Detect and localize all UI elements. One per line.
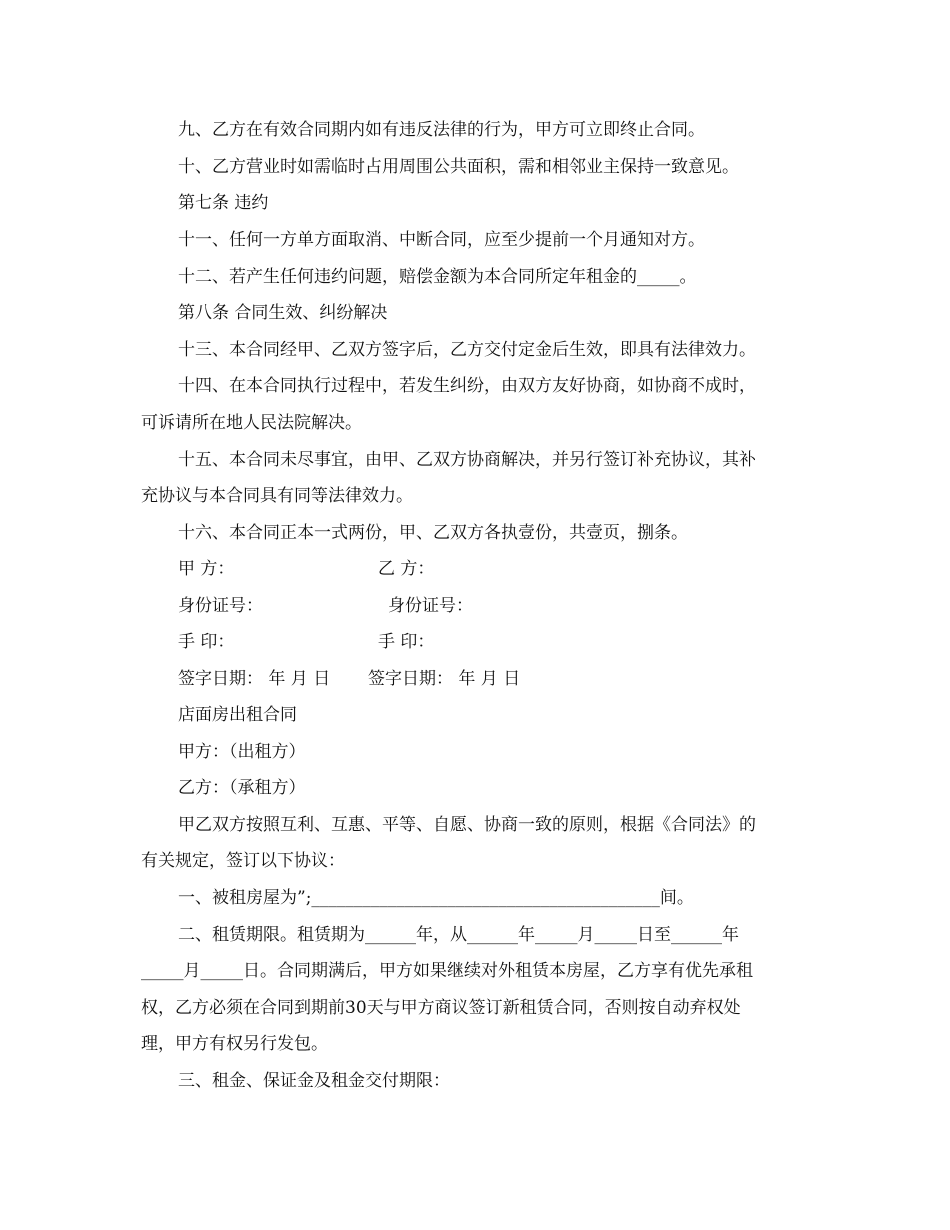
id-a-label: 身份证号： xyxy=(178,596,263,616)
seal-b-label: 手 印： xyxy=(378,632,435,652)
preamble-line-2: 有关规定，签订以下协议： xyxy=(141,851,345,871)
preamble-line-1: 甲乙双方按照互利、互惠、平等、自愿、协商一致的原则，根据《合同法》的 xyxy=(178,815,756,835)
id-b-label: 身份证号： xyxy=(388,596,473,616)
clause-2-line-4: 理，甲方有权另行发包。 xyxy=(141,1034,328,1054)
clause-3-heading: 三、租金、保证金及租金交付期限： xyxy=(178,1071,450,1091)
clause-2-line-3: 权，乙方必须在合同到期前30天与甲方商议签订新租赁合同，否则按自动弃权处 xyxy=(141,998,741,1018)
clause-9: 九、乙方在有效合同期内如有违反法律的行为，甲方可立即终止合同。 xyxy=(178,120,705,140)
article-8-heading: 第八条 合同生效、纠纷解决 xyxy=(178,303,388,323)
clause-2-line-2: _____月_____日。合同期满后，甲方如果继续对外租赁本房屋，乙方享有优先承租 xyxy=(141,961,753,981)
clause-1: 一、被租房屋为”;_________________________________________间。 xyxy=(178,888,694,908)
party-b-label: 乙 方： xyxy=(378,559,435,579)
contract-title: 店面房出租合同 xyxy=(178,705,297,725)
clause-15-line-2: 充协议与本合同具有同等法律效力。 xyxy=(141,486,413,506)
article-7-heading: 第七条 违约 xyxy=(178,193,269,213)
date-b-label: 签字日期： 年 月 日 xyxy=(368,669,521,689)
clause-13: 十三、本合同经甲、乙双方签字后，乙方交付定金后生效，即具有法律效力。 xyxy=(178,340,756,360)
date-a-label: 签字日期： 年 月 日 xyxy=(178,669,331,689)
party-a-label: 甲 方： xyxy=(178,559,235,579)
clause-14-line-1: 十四、在本合同执行过程中，若发生纠纷，由双方友好协商，如协商不成时， xyxy=(178,376,756,396)
clause-16: 十六、本合同正本一式两份，甲、乙双方各执壹份，共壹页，捌条。 xyxy=(178,523,688,543)
clause-14-line-2: 可诉请所在地人民法院解决。 xyxy=(141,413,362,433)
lessee-line: 乙方：（承租方） xyxy=(178,778,306,798)
lessor-line: 甲方：（出租方） xyxy=(178,742,306,762)
clause-12: 十二、若产生任何违约问题，赔偿金额为本合同所定年租金的_____。 xyxy=(178,267,697,287)
clause-11: 十一、任何一方单方面取消、中断合同，应至少提前一个月通知对方。 xyxy=(178,230,705,250)
seal-a-label: 手 印： xyxy=(178,632,235,652)
clause-10: 十、乙方营业时如需临时占用周围公共面积，需和相邻业主保持一致意见。 xyxy=(178,157,739,177)
clause-15-line-1: 十五、本合同未尽事宜，由甲、乙双方协商解决，并另行签订补充协议，其补 xyxy=(178,450,756,470)
clause-2-line-1: 二、租赁期限。租赁期为______年，从______年_____月_____日至______年 xyxy=(178,925,739,945)
